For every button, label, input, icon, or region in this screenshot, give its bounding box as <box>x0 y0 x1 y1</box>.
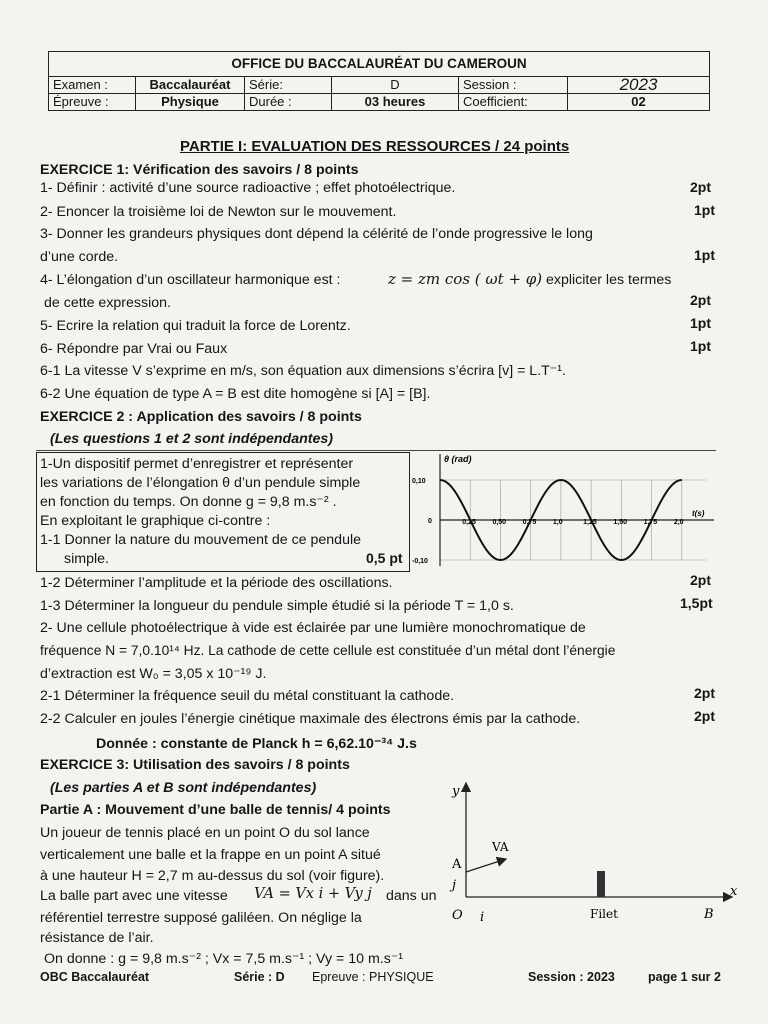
ex3-line: dans un <box>386 888 437 904</box>
points: 1pt <box>690 315 711 331</box>
chart-ytick-label: 0,10 <box>412 478 426 485</box>
ex3-line: résistance de l’air. <box>40 930 154 946</box>
header-cell: Baccalauréat <box>136 77 245 94</box>
points: 0,5 pt <box>366 550 403 566</box>
points: 1,5pt <box>680 595 713 611</box>
label-i: i <box>480 910 485 925</box>
chart-xlabel: t(s) <box>692 509 705 518</box>
part1-title: PARTIE I: EVALUATION DES RESSOURCES / 24 points <box>180 138 570 155</box>
chart-ytick-label: 0 <box>428 518 432 525</box>
points: 1pt <box>694 202 715 218</box>
ex1-line: 3- Donner les grandeurs physiques dont dépend la célérité de l’onde progressive le long <box>40 226 593 242</box>
box-line: en fonction du temps. On donne g = 9,8 m.s⁻² . <box>40 494 337 510</box>
points: 2pt <box>694 685 715 701</box>
points: 1pt <box>690 338 711 354</box>
footer-session: Session : 2023 <box>528 970 615 984</box>
header-cell: 02 <box>568 94 710 111</box>
ex2-line: 1-3 Déterminer la longueur du pendule simple étudié si la période T = 1,0 s. <box>40 598 514 614</box>
points: 2pt <box>690 179 711 195</box>
chart-ylabel: θ (rad) <box>444 454 472 464</box>
ex2-line: d’extraction est W₀ = 3,05 x 10⁻¹⁹ J. <box>40 666 267 682</box>
points: 2pt <box>690 292 711 308</box>
footer-epreuve: Epreuve : PHYSIQUE <box>312 970 434 984</box>
ex1-line: de cette expression. <box>44 295 171 311</box>
header-table <box>48 51 710 111</box>
ex1-line: 6-1 La vitesse V s’exprime en m/s, son équation aux dimensions s’écrira [v] = L.T⁻¹. <box>40 363 566 379</box>
header-cell: Série: <box>245 77 332 94</box>
label-y: y <box>452 784 460 799</box>
footer-page: page 1 sur 2 <box>648 970 721 984</box>
ex1-line: 4- L’élongation d’un oscillateur harmonique est : <box>40 272 341 288</box>
box-line: les variations de l’élongation θ d’un pendule simple <box>40 475 361 491</box>
ex2-line: fréquence N = 7,0.10¹⁴ Hz. La cathode de cette cellule est constituée d’un métal dont l’énergie <box>40 643 616 658</box>
ex3-line: On donne : g = 9,8 m.s⁻² ; Vx = 7,5 m.s⁻¹ ; Vy = 10 m.s⁻¹ <box>44 951 404 967</box>
ex2-line: 2-2 Calculer en joules l’énergie cinétique maximale des électrons émis par la cathode. <box>40 711 581 727</box>
chart-xtick-label: 1,75 <box>643 519 658 526</box>
ex1-line: d’une corde. <box>40 249 119 265</box>
session-handwritten: 2023 <box>568 77 710 94</box>
ex1-line: 2- Enoncer la troisième loi de Newton sur le mouvement. <box>40 204 397 220</box>
box-line: simple. <box>64 551 109 567</box>
ex1-formula: z = zm cos ( ωt + φ) <box>388 270 543 288</box>
points: 1pt <box>694 247 715 263</box>
velocity-vector-arrow <box>466 859 506 872</box>
ex3-subtitle: (Les parties A et B sont indépendantes) <box>50 780 317 796</box>
header-cell: Durée : <box>245 94 332 111</box>
header-cell: Physique <box>136 94 245 111</box>
ex1-line: expliciter les termes <box>546 272 672 288</box>
partA-title: Partie A : Mouvement d’une balle de tennis/ 4 points <box>40 802 391 818</box>
ex3-title: EXERCICE 3: Utilisation des savoirs / 8 points <box>40 757 350 773</box>
ex3-line: Un joueur de tennis placé en un point O du sol lance <box>40 825 370 841</box>
label-filet: Filet <box>590 907 618 921</box>
label-O: O <box>452 908 463 923</box>
header-cell: D <box>332 77 459 94</box>
header-cell: Épreuve : <box>49 94 136 111</box>
chart-xtick-label: 1,0 <box>552 519 563 526</box>
label-x: x <box>730 884 738 899</box>
ex1-line: 6- Répondre par Vrai ou Faux <box>40 341 228 357</box>
ex3-line: La balle part avec une vitesse <box>40 888 228 904</box>
chart-xtick-label: 0,25 <box>462 519 476 526</box>
velocity-formula: VA = Vx i + Vy j <box>254 886 372 902</box>
ex3-line: verticalement une balle et la frappe en un point A situé <box>40 847 381 863</box>
chart-xtick-label: 1,25 <box>583 519 597 526</box>
label-VA: VA <box>492 840 509 854</box>
box-line: 1-Un dispositif permet d’enregistrer et représenter <box>40 456 354 472</box>
box-line: 1-1 Donner la nature du mouvement de ce pendule <box>40 532 362 548</box>
ex2-line: 2-1 Déterminer la fréquence seuil du métal constituant la cathode. <box>40 688 455 704</box>
points: 2pt <box>694 708 715 724</box>
header-cell: 03 heures <box>332 94 459 111</box>
ex2-subtitle: (Les questions 1 et 2 sont indépendantes) <box>50 431 334 447</box>
ex2-title: EXERCICE 2 : Application des savoirs / 8 points <box>40 409 362 425</box>
ex1-line: 6-2 Une équation de type A = B est dite homogène si [A] = [B]. <box>40 386 431 402</box>
planck-constant: Donnée : constante de Planck h = 6,62.10⁻³⁴ J.s <box>96 736 417 752</box>
ex3-line: à une hauteur H = 2,7 m au-dessus du sol (voir figure). <box>40 868 385 884</box>
chart-xtick-label: 0,50 <box>492 519 507 526</box>
footer-serie: Série : D <box>234 970 285 984</box>
ex3-line: référentiel terrestre supposé galiléen. On néglige la <box>40 910 362 926</box>
oscillation-chart <box>410 450 716 570</box>
footer-left: OBC Baccalauréat <box>40 970 150 984</box>
header-cell: Examen : <box>49 77 136 94</box>
points: 2pt <box>690 572 711 588</box>
ex1-line: 5- Ecrire la relation qui traduit la force de Lorentz. <box>40 318 351 334</box>
header-title: OFFICE DU BACCALAURÉAT DU CAMEROUN <box>49 52 710 77</box>
label-B: B <box>704 907 714 922</box>
chart-xtick-label: 0,75 <box>522 519 537 526</box>
label-A: A <box>452 857 462 872</box>
box-line: En exploitant le graphique ci-contre : <box>40 513 271 529</box>
ex2-line: 2- Une cellule photoélectrique à vide est éclairée par une lumière monochromatique de <box>40 620 586 636</box>
chart-xtick-label: 1,50 <box>613 519 627 526</box>
net-post <box>597 871 605 897</box>
ex1-line: 1- Définir : activité d’une source radioactive ; effet photoélectrique. <box>40 180 456 196</box>
ex1-title: EXERCICE 1: Vérification des savoirs / 8 points <box>40 162 359 178</box>
header-cell: Coefficient: <box>459 94 568 111</box>
chart-xtick-label: 2,0 <box>673 519 684 526</box>
chart-ytick-label: -0,10 <box>412 558 428 565</box>
header-cell: Session : <box>459 77 568 94</box>
label-j: j <box>452 878 457 893</box>
tennis-figure <box>440 775 740 930</box>
ex2-line: 1-2 Déterminer l’amplitude et la période des oscillations. <box>40 575 393 591</box>
